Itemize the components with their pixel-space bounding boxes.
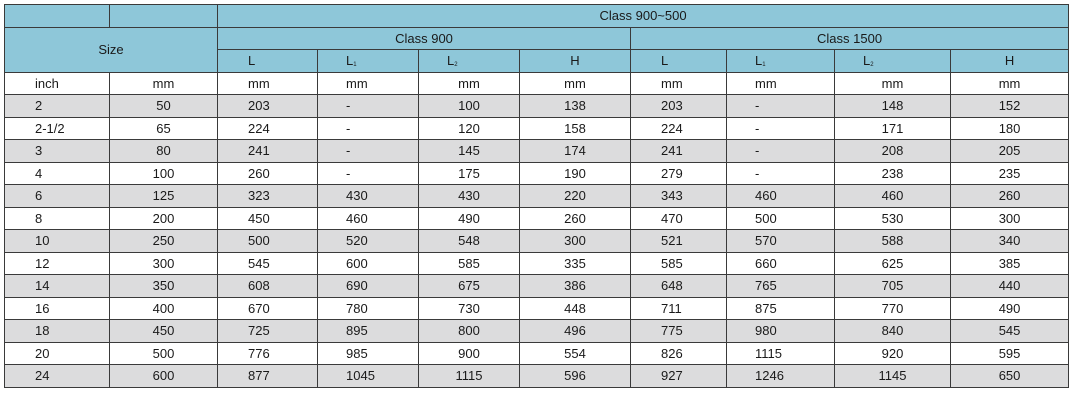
table-cell: 4	[5, 162, 110, 185]
table-cell: 596	[520, 365, 631, 388]
table-cell: -	[318, 117, 419, 140]
table-cell: 100	[419, 95, 520, 118]
header-blank-cell	[110, 5, 218, 28]
table-body	[5, 72, 1069, 387]
table-cell: 323	[218, 185, 318, 208]
table-cell: 203	[218, 95, 318, 118]
dimension-label: H	[570, 53, 580, 69]
dimension-header-cell	[318, 50, 419, 73]
table-cell: mm	[727, 72, 835, 95]
table-cell: -	[727, 140, 835, 163]
table-cell: 335	[520, 252, 631, 275]
table-cell: 100	[110, 162, 218, 185]
table-cell: 279	[631, 162, 727, 185]
table-row	[5, 365, 1069, 388]
table-cell: 430	[419, 185, 520, 208]
table-cell: 260	[218, 162, 318, 185]
table-cell: 300	[520, 230, 631, 253]
table-cell: inch	[5, 72, 110, 95]
dimension-label: L	[661, 53, 669, 69]
table-cell: 440	[951, 275, 1069, 298]
table-cell: 350	[110, 275, 218, 298]
table-cell: 725	[218, 320, 318, 343]
table-row	[5, 117, 1069, 140]
table-cell: 260	[520, 207, 631, 230]
dimension-subscript: 1	[762, 62, 766, 69]
dimension-header-cell	[218, 50, 318, 73]
table-cell: 16	[5, 297, 110, 320]
table-cell: mm	[951, 72, 1069, 95]
dimension-label: H	[1004, 53, 1015, 69]
table-cell: 171	[835, 117, 951, 140]
table-cell: 530	[835, 207, 951, 230]
table-row	[5, 140, 1069, 163]
dimension-label: L	[863, 53, 871, 69]
table-cell: 600	[318, 252, 419, 275]
table-cell: 608	[218, 275, 318, 298]
table-cell: 548	[419, 230, 520, 253]
table-cell: 770	[835, 297, 951, 320]
table-cell: 765	[727, 275, 835, 298]
table-cell: 400	[110, 297, 218, 320]
table-cell: 460	[318, 207, 419, 230]
table-cell: -	[318, 162, 419, 185]
table-cell: 190	[520, 162, 631, 185]
table-cell: 496	[520, 320, 631, 343]
table-cell: 250	[110, 230, 218, 253]
table-cell: 500	[110, 342, 218, 365]
table-cell: 2	[5, 95, 110, 118]
table-cell: 224	[631, 117, 727, 140]
table-row	[5, 207, 1069, 230]
table-cell: 826	[631, 342, 727, 365]
table-cell: 175	[419, 162, 520, 185]
table-cell: 554	[520, 342, 631, 365]
table-cell: 585	[419, 252, 520, 275]
table-cell: -	[318, 140, 419, 163]
table-cell: mm	[218, 72, 318, 95]
table-cell: 776	[218, 342, 318, 365]
table-cell: 343	[631, 185, 727, 208]
table-row	[5, 95, 1069, 118]
table-cell: 595	[951, 342, 1069, 365]
table-cell: 588	[835, 230, 951, 253]
table-cell: 625	[835, 252, 951, 275]
table-cell: 711	[631, 297, 727, 320]
table-cell: 220	[520, 185, 631, 208]
table-cell: 174	[520, 140, 631, 163]
table-cell: 875	[727, 297, 835, 320]
dimension-label: L	[755, 53, 763, 69]
table-cell: 50	[110, 95, 218, 118]
dimension-header-cell	[419, 50, 520, 73]
table-cell: 238	[835, 162, 951, 185]
dimension-header-cell	[835, 50, 951, 73]
dimension-header-cell	[520, 50, 631, 73]
table-cell: 670	[218, 297, 318, 320]
table-cell: -	[727, 95, 835, 118]
table-cell: 895	[318, 320, 419, 343]
table-cell: -	[727, 162, 835, 185]
table-cell: 460	[835, 185, 951, 208]
table-cell: 490	[951, 297, 1069, 320]
table-cell: 520	[318, 230, 419, 253]
table-cell: 650	[951, 365, 1069, 388]
table-cell: 1115	[419, 365, 520, 388]
table-cell: 20	[5, 342, 110, 365]
header-blank-cell	[5, 5, 110, 28]
table-cell: 10	[5, 230, 110, 253]
table-cell: mm	[318, 72, 419, 95]
table-cell: 24	[5, 365, 110, 388]
table-cell: 920	[835, 342, 951, 365]
table-cell: mm	[419, 72, 520, 95]
table-cell: 521	[631, 230, 727, 253]
table-row	[5, 185, 1069, 208]
table-cell: 980	[727, 320, 835, 343]
table-cell: 3	[5, 140, 110, 163]
table-cell: 900	[419, 342, 520, 365]
dimension-subscript: 1	[353, 62, 357, 69]
table-cell: 570	[727, 230, 835, 253]
table-cell: 241	[631, 140, 727, 163]
dimension-header-cell	[631, 50, 727, 73]
dimension-label: L	[248, 53, 256, 69]
table-cell: 1145	[835, 365, 951, 388]
table-cell: 500	[218, 230, 318, 253]
table-cell: -	[727, 117, 835, 140]
table-cell: 260	[951, 185, 1069, 208]
table-cell: 927	[631, 365, 727, 388]
table-cell: 14	[5, 275, 110, 298]
class-900-header: Class 900	[218, 27, 631, 50]
table-row	[5, 342, 1069, 365]
dimensions-table	[4, 4, 1069, 388]
table-cell: 690	[318, 275, 419, 298]
table-cell: 430	[318, 185, 419, 208]
table-cell: 450	[110, 320, 218, 343]
table-row	[5, 297, 1069, 320]
table-cell: 241	[218, 140, 318, 163]
table-cell: 705	[835, 275, 951, 298]
table-cell: mm	[835, 72, 951, 95]
table-cell: mm	[631, 72, 727, 95]
table-cell: 470	[631, 207, 727, 230]
size-header: Size	[5, 27, 218, 72]
table-cell: 208	[835, 140, 951, 163]
table-cell: 660	[727, 252, 835, 275]
dimension-subscript: 2	[454, 62, 458, 69]
table-cell: 65	[110, 117, 218, 140]
table-cell: 386	[520, 275, 631, 298]
table-cell: 450	[218, 207, 318, 230]
table-cell: 6	[5, 185, 110, 208]
table-cell: 545	[951, 320, 1069, 343]
table-cell: 125	[110, 185, 218, 208]
table-cell: 340	[951, 230, 1069, 253]
table-cell: mm	[520, 72, 631, 95]
table-cell: 985	[318, 342, 419, 365]
table-cell: 300	[951, 207, 1069, 230]
table-cell: 203	[631, 95, 727, 118]
table-row	[5, 230, 1069, 253]
table-row	[5, 320, 1069, 343]
table-row	[5, 252, 1069, 275]
table-row	[5, 275, 1069, 298]
table-cell: 675	[419, 275, 520, 298]
table-cell: 8	[5, 207, 110, 230]
table-row	[5, 162, 1069, 185]
table-cell: 780	[318, 297, 419, 320]
table-cell: 200	[110, 207, 218, 230]
table-cell: 877	[218, 365, 318, 388]
table-cell: 80	[110, 140, 218, 163]
table-cell: 148	[835, 95, 951, 118]
table-cell: 1115	[727, 342, 835, 365]
table-cell: 12	[5, 252, 110, 275]
units-row	[5, 72, 1069, 95]
table-cell: 18	[5, 320, 110, 343]
table-cell: -	[318, 95, 419, 118]
table-cell: mm	[110, 72, 218, 95]
table-cell: 545	[218, 252, 318, 275]
table-cell: 235	[951, 162, 1069, 185]
table-cell: 180	[951, 117, 1069, 140]
table-cell: 1246	[727, 365, 835, 388]
table-cell: 585	[631, 252, 727, 275]
table-cell: 300	[110, 252, 218, 275]
dimension-header-cell	[727, 50, 835, 73]
table-cell: 775	[631, 320, 727, 343]
table-cell: 600	[110, 365, 218, 388]
table-cell: 1045	[318, 365, 419, 388]
class-1500-header: Class 1500	[631, 27, 1069, 50]
table-cell: 800	[419, 320, 520, 343]
table-cell: 448	[520, 297, 631, 320]
table-cell: 460	[727, 185, 835, 208]
table-cell: 120	[419, 117, 520, 140]
table-cell: 2-1/2	[5, 117, 110, 140]
table-cell: 648	[631, 275, 727, 298]
table-cell: 138	[520, 95, 631, 118]
table-cell: 158	[520, 117, 631, 140]
table-cell: 730	[419, 297, 520, 320]
table-cell: 152	[951, 95, 1069, 118]
dimension-label: L	[447, 53, 455, 69]
dimension-label: L	[346, 53, 354, 69]
table-cell: 224	[218, 117, 318, 140]
dimension-header-cell	[951, 50, 1069, 73]
table-cell: 490	[419, 207, 520, 230]
table-cell: 205	[951, 140, 1069, 163]
class-range-header: Class 900~500	[218, 5, 1069, 28]
dimension-subscript: 2	[870, 62, 874, 69]
table-cell: 840	[835, 320, 951, 343]
table-cell: 145	[419, 140, 520, 163]
table-cell: 385	[951, 252, 1069, 275]
table-cell: 500	[727, 207, 835, 230]
